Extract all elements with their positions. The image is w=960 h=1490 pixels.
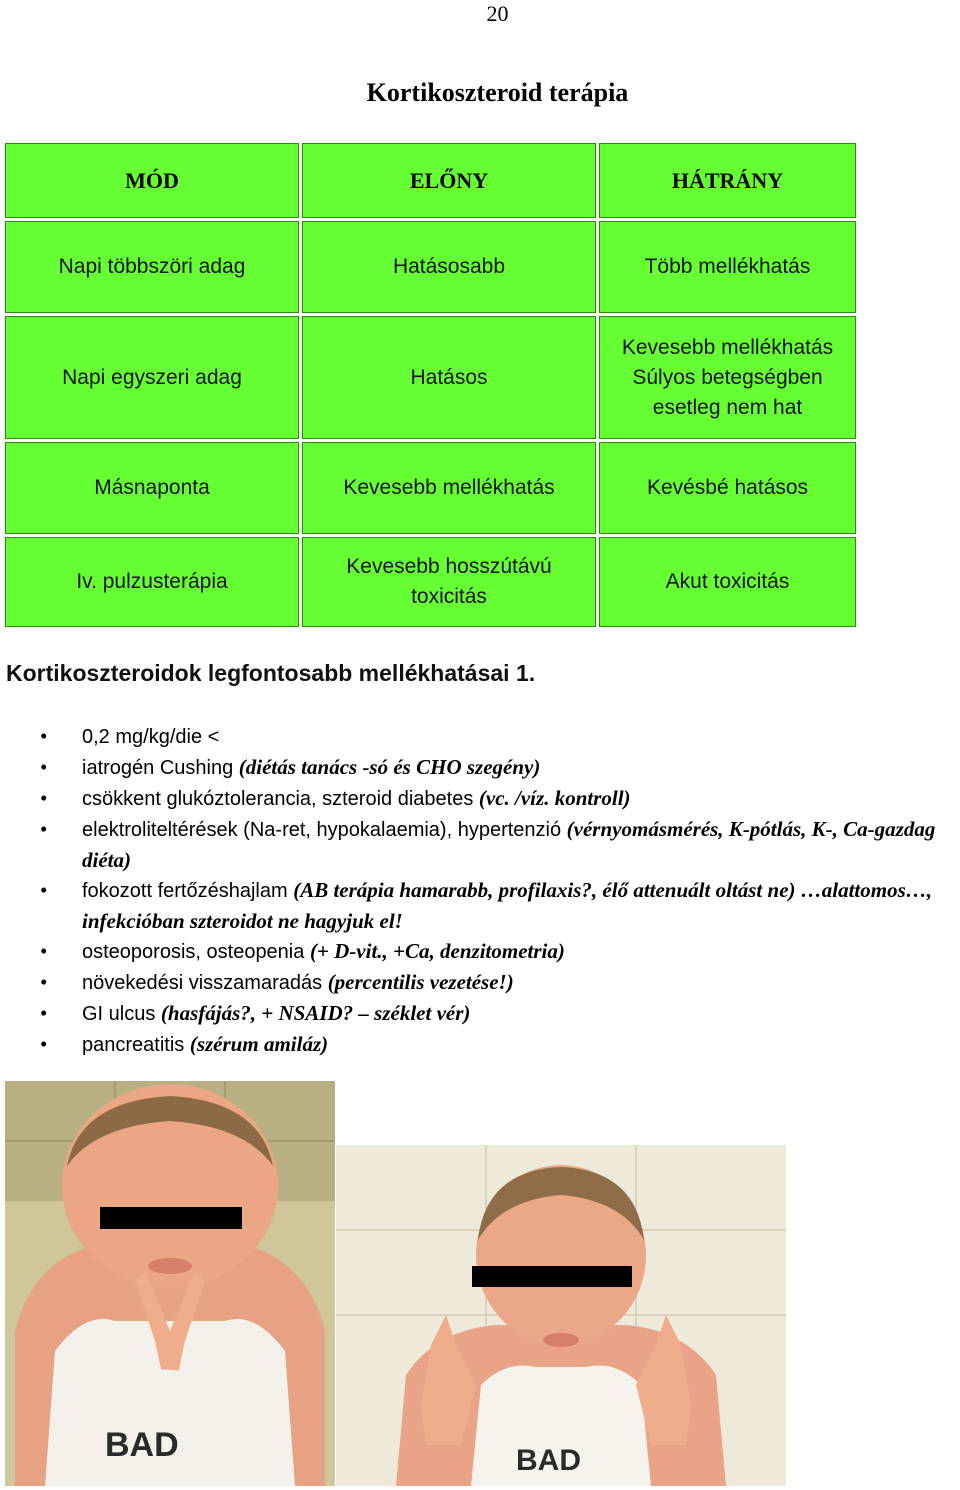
list-item [0, 1029, 958, 1060]
page-number: 20 [486, 1, 509, 26]
list-item [0, 998, 958, 1029]
item-note: (vc. /víz. kontroll) [478, 786, 631, 810]
table-cell [302, 316, 596, 439]
item-note: (vérnyomásmérés, K-pótlás, K-, Ca-gazdag diéta) [82, 817, 936, 872]
bullet-icon: • [40, 1032, 48, 1056]
cell-text: Akut toxicitás [665, 570, 790, 593]
page-title: Kortikoszteroid terápia [366, 78, 629, 107]
cell-text: toxicitás [411, 585, 487, 608]
table-cell [302, 221, 596, 313]
cell-text: Iv. pulzusterápia [76, 570, 228, 593]
item-text: pancreatitis [82, 1034, 190, 1056]
patient-photo-left [5, 1081, 335, 1486]
bullet-icon: • [40, 724, 48, 748]
table-header-row [5, 143, 856, 218]
table-header-cell: ELŐNY [302, 143, 596, 218]
bullet-icon: • [40, 755, 48, 779]
therapy-table [2, 140, 859, 630]
cell-text: Kevésbé hatásos [646, 476, 809, 499]
bullet-icon: • [40, 939, 48, 963]
item-text: csökkent glukóztolerancia, szteroid diabetes [82, 788, 479, 810]
cell-text: esetleg nem hat [652, 395, 803, 419]
list-item [0, 752, 958, 783]
table-row [5, 537, 856, 627]
patient-photo-right [336, 1145, 786, 1486]
table-cell [5, 442, 299, 534]
item-text: elektroliteltérések (Na-ret, hypokalaemia), hypertenzió [82, 819, 567, 841]
list-item [0, 875, 958, 936]
side-effects-list [0, 721, 958, 1060]
shirt-print-text: BAD [105, 1426, 179, 1464]
list-item [0, 783, 958, 814]
bullet-icon: • [40, 817, 48, 841]
cell-text: Másnaponta [94, 476, 210, 499]
table-row [5, 442, 856, 534]
cell-text: Kevesebb mellékhatás [621, 335, 834, 359]
patient-photo-right-image [336, 1145, 786, 1486]
item-note: (diétás tanács -só és CHO szegény) [238, 755, 541, 779]
item-text: 0,2 mg/kg/die < [82, 726, 220, 748]
table-cell [599, 442, 856, 534]
table-cell [5, 537, 299, 627]
table-cell [302, 537, 596, 627]
item-text: fokozott fertőzéshajlam [82, 880, 294, 902]
cell-text: Napi egyszeri adag [62, 365, 242, 389]
list-item [0, 936, 958, 967]
bullet-icon: • [40, 1001, 48, 1025]
bullet-icon: • [40, 970, 48, 994]
item-text: iatrogén Cushing [82, 757, 239, 779]
cell-text: Hatásos [410, 365, 488, 389]
item-text: osteoporosis, osteopenia [82, 941, 310, 963]
item-note: (+ D-vit., +Ca, denzitometria) [309, 939, 565, 963]
cell-text: Kevesebb hosszútávú [346, 555, 552, 578]
item-text: növekedési visszamaradás [82, 972, 328, 994]
section-heading: Kortikoszteroidok legfontosabb mellékhatásai 1. [6, 660, 536, 686]
item-text: GI ulcus [82, 1003, 161, 1025]
item-note: (szérum amiláz) [189, 1032, 329, 1056]
table-header-cell: MÓD [5, 143, 299, 218]
item-note: (percentilis vezetése!) [327, 970, 514, 994]
cell-text: Több mellékhatás [644, 255, 811, 278]
table-cell [5, 221, 299, 313]
cell-text: Súlyos betegségben [632, 365, 823, 389]
table-row [5, 316, 856, 439]
cell-text: Napi többszöri adag [58, 255, 246, 278]
item-note: (hasfájás?, + NSAID? – széklet vér) [160, 1001, 471, 1025]
list-item [0, 721, 958, 752]
cell-text: Kevesebb mellékhatás [343, 476, 555, 499]
bullet-icon: • [40, 786, 48, 810]
table-header-cell: HÁTRÁNY [599, 143, 856, 218]
table-cell [5, 316, 299, 439]
list-item [0, 814, 958, 875]
table-row [5, 221, 856, 313]
bullet-icon: • [40, 878, 48, 902]
cell-text: Hatásosabb [392, 255, 506, 278]
shirt-print-text: BAD [516, 1444, 581, 1477]
table-cell [599, 537, 856, 627]
list-item [0, 967, 958, 998]
patient-photo-left-image [5, 1081, 335, 1486]
table-cell [302, 442, 596, 534]
table-cell [599, 316, 856, 439]
table-cell [599, 221, 856, 313]
item-note: (AB terápia hamarabb, profilaxis?, élő attenuált oltást ne) …alattomos…, infekcióban szteroidot ne hagyjuk el! [82, 878, 933, 933]
